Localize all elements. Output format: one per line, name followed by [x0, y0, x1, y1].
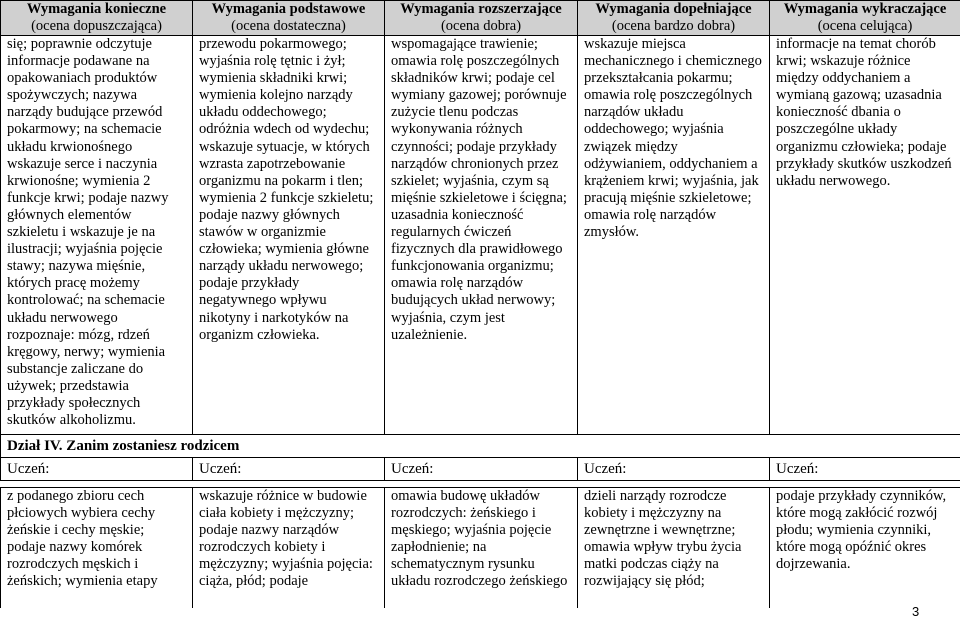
header-subtitle: (ocena dobra) [440, 18, 522, 34]
header-title: Wymagania dopełniające [595, 1, 752, 17]
section-title: Dział IV. Zanim zostaniesz rodzicem [1, 435, 960, 458]
header-cell [385, 1, 578, 36]
header-cell [1, 1, 193, 36]
header-cell [770, 1, 960, 36]
header-cell [193, 1, 385, 36]
requirement-cell: się; poprawnie odczytuje informacje podawane na opakowaniach produktów spożywczych; nazywa narządy budujące przewód pokarmowy; na schemacie układu krwionośnego wskazuje serce i naczynia krwionośne; wymienia 2 funkcje krwi; podaje nazwy głównych elementów szkieletu i wskazuje je na ilustracji; wyjaśnia pojęcie stawy; nazywa mięśnie, których pracę możemy kontrolować; na schemacie układu nerwowego rozpoznaje: mózg, rdzeń kręgowy, nerwy; wymienia substancje zaliczane do używek; przedstawia przykłady społecznych skutków alkoholizmu. [1, 36, 193, 435]
requirement-cell: przewodu pokarmowego; wyjaśnia rolę tętnic i żył; wymienia składniki krwi; wymienia kolejno narządy układu oddechowego; odróżnia wdech od wydechu; wskazuje sytuacje, w których wzrasta zapotrzebowanie organizmu na pokarm i tlen; wymienia 2 funkcje szkieletu; podaje nazwy głównych stawów w organizmie człowieka; wymienia główne narządy układu nerwowego; podaje przykłady negatywnego wpływu nikotyny i narkotyków na organizm człowieka. [193, 36, 385, 435]
header-title: Wymagania wykraczające [783, 1, 947, 17]
section-row [1, 435, 960, 458]
header-subtitle: (ocena bardzo dobra) [611, 18, 736, 34]
requirements-row-2 [1, 488, 960, 609]
uczen-label: Uczeń: [193, 458, 385, 481]
requirement-cell: omawia budowę układów rozrodczych: żeńskiego i męskiego; wyjaśnia pojęcie zapłodnienie; na schematycznym rysunku układu rozrodczego żeńskiego [385, 488, 578, 609]
requirement-cell: wspomagające trawienie; omawia rolę poszczególnych składników krwi; podaje cel wymiany gazowej; porównuje zużycie tlenu podczas wykonywania różnych czynności; podaje przykłady narządów chronionych przez szkielet; wyjaśnia, czym są mięśnie szkieletowe i ścięgna; uzasadnia konieczność regularnych ćwiczeń fizycznych dla prawidłowego funkcjonowania organizmu; omawia rolę narządów budujących układ nerwowy; wyjaśnia, czym jest uzależnienie. [385, 36, 578, 435]
header-subtitle: (ocena celująca) [817, 18, 913, 34]
requirement-cell: z podanego zbioru cech płciowych wybiera cechy żeńskie i cechy męskie; podaje nazwy komórek rozrodczych męskich i żeńskich; wymienia etapy [1, 488, 193, 609]
requirement-cell: wskazuje miejsca mechanicznego i chemicznego przekształcania pokarmu; omawia rolę poszczególnych narządów układu oddechowego; wyjaśnia związek między odżywianiem, oddychaniem a krążeniem krwi; wyjaśnia, jak pracują mięśnie szkieletowe; omawia rolę narządów zmysłów. [578, 36, 770, 435]
header-subtitle: (ocena dopuszczająca) [31, 18, 162, 34]
uczen-label: Uczeń: [1, 458, 193, 481]
header-title: Wymagania podstawowe [211, 1, 366, 17]
page-number: 3 [912, 604, 920, 619]
header-title: Wymagania rozszerzające [400, 1, 562, 17]
uczen-label: Uczeń: [578, 458, 770, 481]
gap-row [1, 481, 960, 488]
uczen-row [1, 458, 960, 481]
requirement-cell: informacje na temat chorób krwi; wskazuje różnice między oddychaniem a wymianą gazową; uzasadnia konieczność dbania o poszczególne układy organizmu człowieka; podaje przykłady skutków uszkodzeń układu nerwowego. [770, 36, 960, 435]
header-cell [578, 1, 770, 36]
header-row [1, 1, 960, 36]
requirement-cell: dzieli narządy rozrodcze kobiety i mężczyzny na zewnętrzne i wewnętrzne; omawia wpływ trybu życia matki podczas ciąży na rozwijający się płód; [578, 488, 770, 609]
requirements-row [1, 36, 960, 435]
uczen-label: Uczeń: [770, 458, 960, 481]
requirement-cell: wskazuje różnice w budowie ciała kobiety i mężczyzny; podaje nazwy narządów rozrodczych kobiety i mężczyzny; wyjaśnia pojęcia: ciąża, płód; podaje [193, 488, 385, 609]
uczen-label: Uczeń: [385, 458, 578, 481]
header-subtitle: (ocena dostateczna) [231, 18, 346, 34]
requirement-cell: podaje przykłady czynników, które mogą zakłócić rozwój płodu; wymienia czynniki, które mogą opóźnić okres dojrzewania. [770, 488, 960, 609]
header-title: Wymagania konieczne [26, 1, 167, 17]
